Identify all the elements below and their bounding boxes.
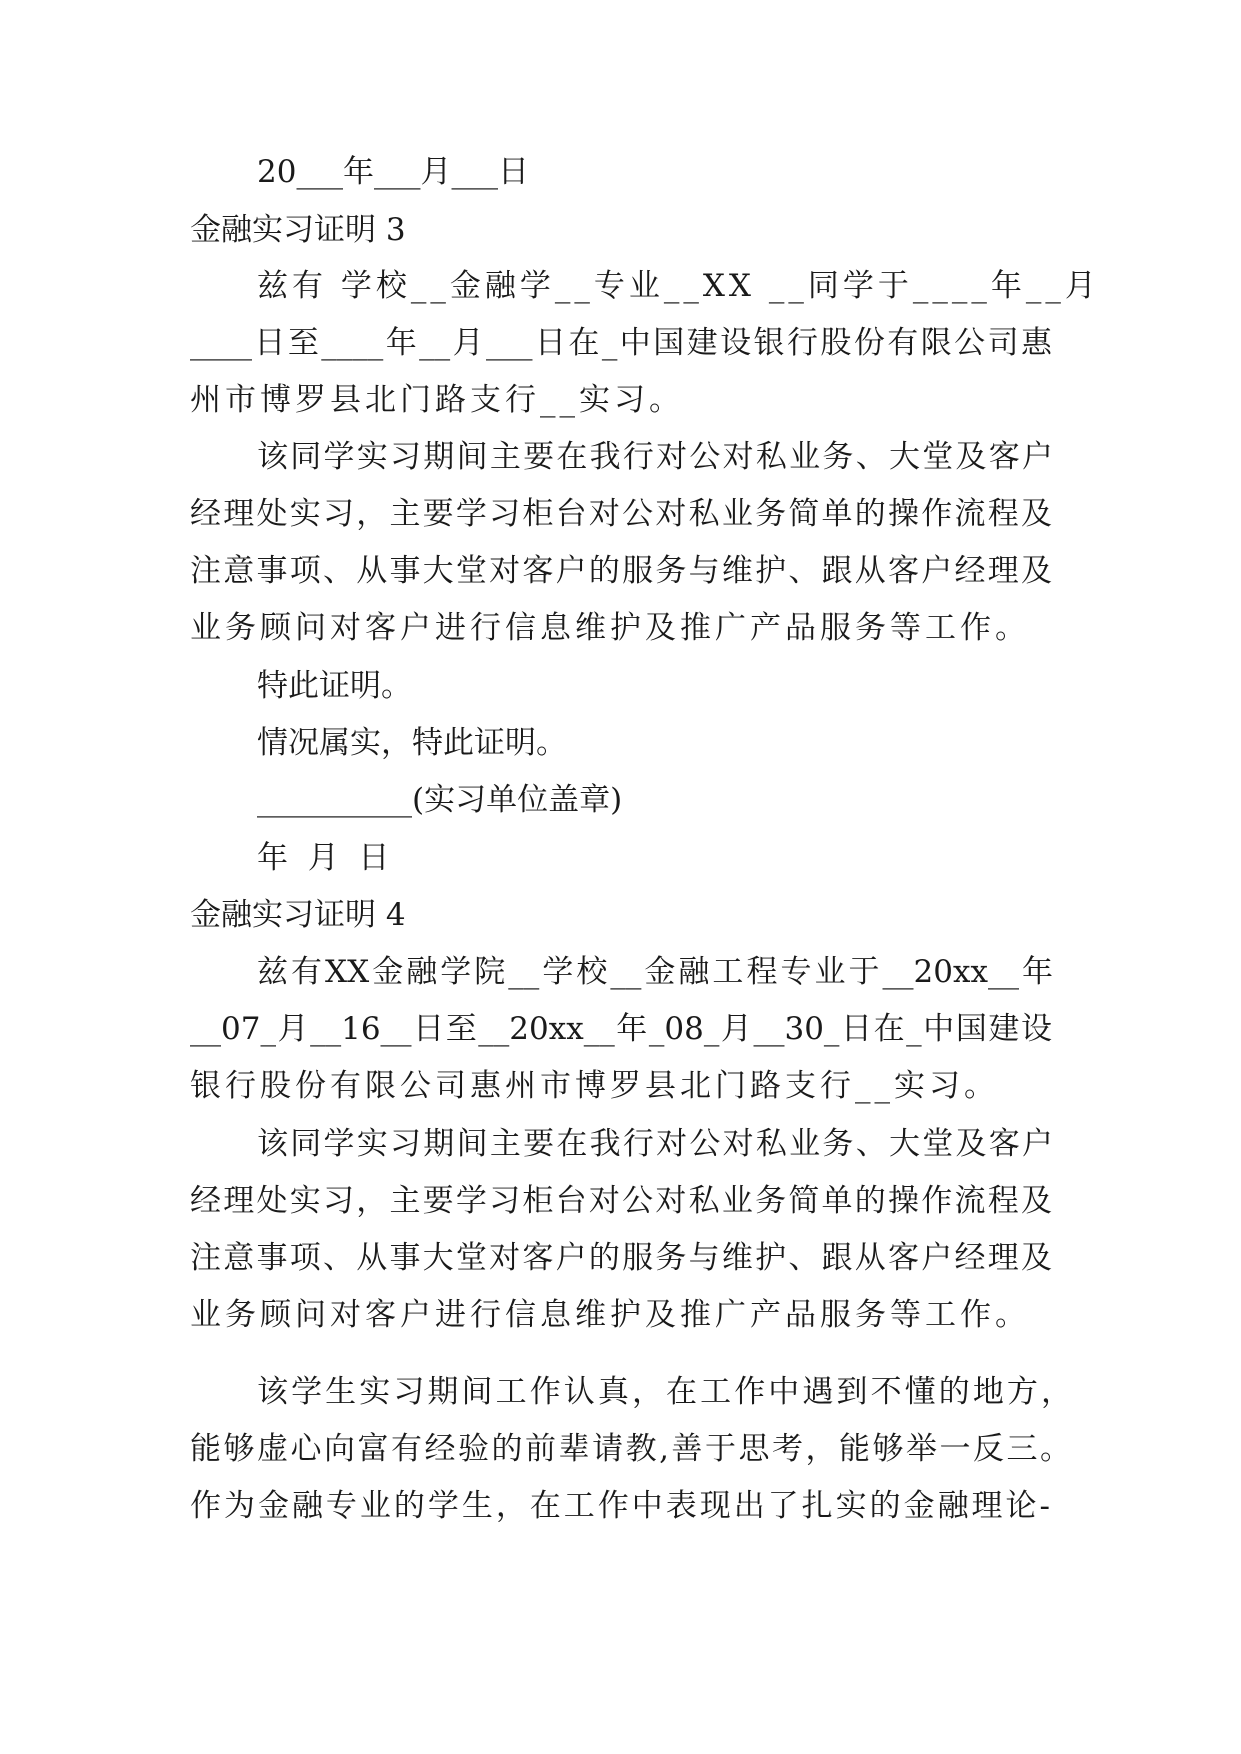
paragraph-line: 业务顾问对客户进行信息维护及推广产品服务等工作。 <box>190 610 1030 646</box>
paragraph-line: 银行股份有限公司惠州市博罗县北门路支行__实习。 <box>190 1068 999 1104</box>
paragraph-line: ____日至____年__月___日在_中国建设银行股份有限公司惠 <box>190 325 1052 361</box>
paragraph-line: 兹有 学校__金融学__专业__XX __同学于____年__月 <box>257 268 1100 304</box>
section-title: 金融实习证明 4 <box>190 897 406 933</box>
paragraph-line: 经理处实习，主要学习柜台对公对私业务简单的操作流程及 <box>190 496 1052 532</box>
closing-line: 情况属实，特此证明。 <box>257 725 567 761</box>
paragraph-line: 兹有XX金融学院__学校__金融工程专业于__20xx__年 <box>257 954 1053 990</box>
paragraph-line: 作为金融专业的学生，在工作中表现出了扎实的金融理论- <box>190 1488 1050 1524</box>
section-title: 金融实习证明 3 <box>190 212 406 248</box>
paragraph-line: 经理处实习，主要学习柜台对公对私业务简单的操作流程及 <box>190 1183 1052 1219</box>
paragraph-line: 业务顾问对客户进行信息维护及推广产品服务等工作。 <box>190 1297 1030 1333</box>
paragraph-line: __07_月__16__日至__20xx__年_08_月__30_日在_中国建设 <box>190 1011 1052 1047</box>
date-line: 年 月 日 <box>257 840 390 876</box>
paragraph-line: 该同学实习期间主要在我行对公对私业务、大堂及客户 <box>257 1126 1053 1162</box>
closing-line: 特此证明。 <box>257 668 412 704</box>
paragraph-line: 能够虚心向富有经验的前辈请教,善于思考，能够举一反三。 <box>190 1431 1071 1467</box>
paragraph-line: 该同学实习期间主要在我行对公对私业务、大堂及客户 <box>257 439 1053 475</box>
paragraph-line: 注意事项、从事大堂对客户的服务与维护、跟从客户经理及 <box>190 553 1052 589</box>
paragraph-line: 注意事项、从事大堂对客户的服务与维护、跟从客户经理及 <box>190 1240 1052 1276</box>
paragraph-line: 该学生实习期间工作认真，在工作中遇到不懂的地方， <box>257 1374 1072 1410</box>
seal-line: __________(实习单位盖章) <box>257 782 623 818</box>
paragraph-line: 州市博罗县北门路支行__实习。 <box>190 382 684 418</box>
date-line: 20___年___月___日 <box>257 154 529 190</box>
